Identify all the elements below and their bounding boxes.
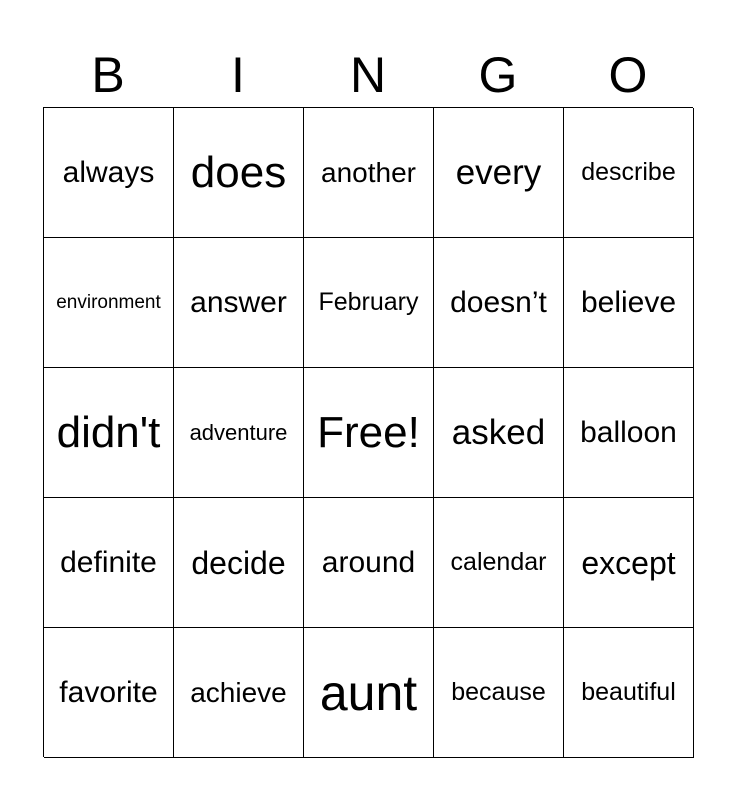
bingo-cell: calendar	[434, 498, 564, 628]
header-letter-n: N	[349, 47, 387, 103]
bingo-cell: favorite	[44, 628, 174, 758]
header-letter-g: G	[478, 47, 518, 103]
bingo-cell: Free!	[304, 368, 434, 498]
bingo-cell: every	[434, 108, 564, 238]
bingo-cell: except	[564, 498, 694, 628]
header-letter-b: B	[91, 47, 125, 103]
bingo-cell: decide	[174, 498, 304, 628]
bingo-cell: another	[304, 108, 434, 238]
bingo-grid	[43, 107, 693, 757]
bingo-cell: achieve	[174, 628, 304, 758]
bingo-cell: always	[44, 108, 174, 238]
header-letter-o: O	[608, 47, 648, 103]
bingo-cell: didn't	[44, 368, 174, 498]
bingo-cell: around	[304, 498, 434, 628]
bingo-cell: environment	[44, 238, 174, 368]
bingo-cell: answer	[174, 238, 304, 368]
bingo-cell: definite	[44, 498, 174, 628]
bingo-cell: doesn’t	[434, 238, 564, 368]
bingo-cell: believe	[564, 238, 694, 368]
bingo-header	[43, 44, 693, 106]
bingo-cell: February	[304, 238, 434, 368]
bingo-cell: adventure	[174, 368, 304, 498]
bingo-cell: does	[174, 108, 304, 238]
bingo-cell: asked	[434, 368, 564, 498]
bingo-cell: balloon	[564, 368, 694, 498]
bingo-cell: beautiful	[564, 628, 694, 758]
bingo-cell: because	[434, 628, 564, 758]
header-letter-i: I	[231, 47, 245, 103]
bingo-cell: aunt	[304, 628, 434, 758]
bingo-cell: describe	[564, 108, 694, 238]
